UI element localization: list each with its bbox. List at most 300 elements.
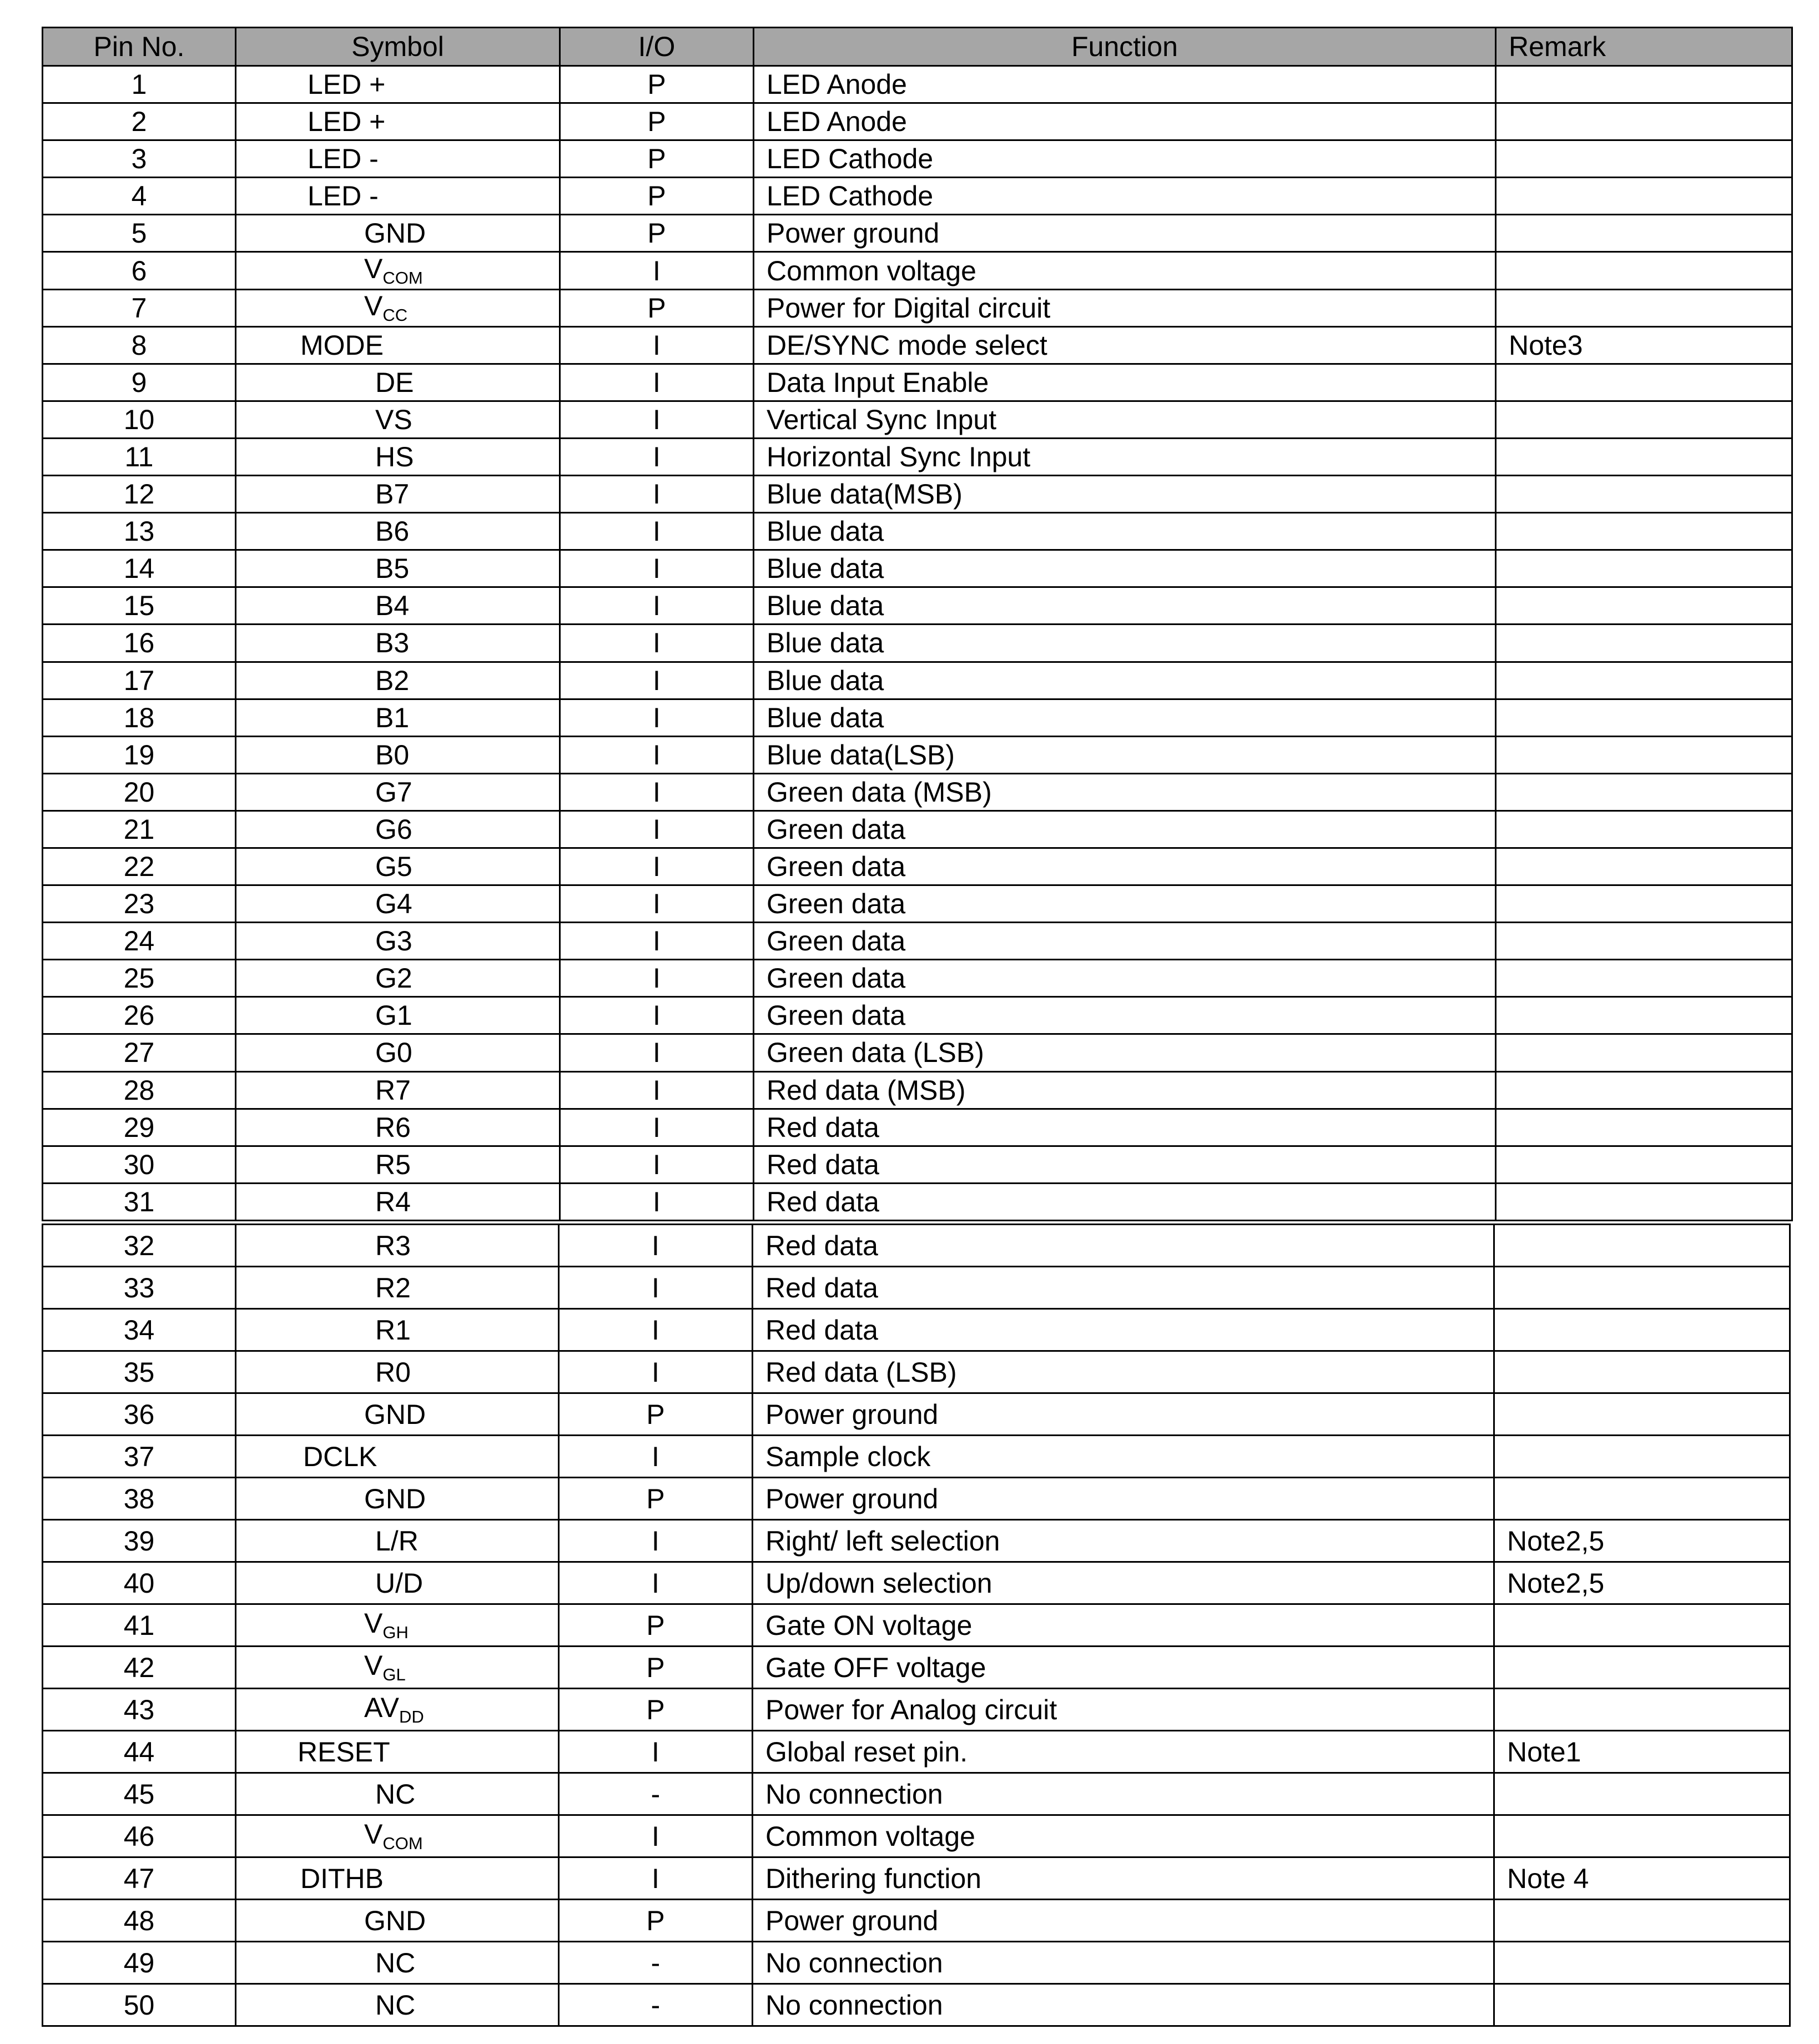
- io-cell: -: [559, 1942, 753, 1984]
- pin-cell: 32: [43, 1225, 236, 1267]
- remark-cell: [1494, 1225, 1790, 1267]
- symbol-subscript: DD: [399, 1706, 424, 1726]
- pin-cell: 42: [43, 1647, 236, 1689]
- pin-cell: 22: [43, 848, 236, 885]
- symbol-cell: [236, 476, 560, 513]
- pin-cell: 35: [43, 1351, 236, 1393]
- remark-cell: [1496, 662, 1792, 699]
- pin-cell: 36: [43, 1393, 236, 1436]
- io-cell: I: [560, 438, 754, 475]
- symbol-text: B2: [375, 664, 410, 696]
- remark-cell: Note2,5: [1494, 1520, 1790, 1562]
- io-cell: I: [559, 1520, 753, 1562]
- remark-cell: [1494, 1309, 1790, 1351]
- symbol-text: L/R: [375, 1525, 419, 1557]
- symbol-text: V: [364, 1650, 383, 1681]
- symbol-cell: [236, 1436, 559, 1478]
- table-row: [43, 1183, 1792, 1220]
- pin-cell: 47: [43, 1857, 236, 1900]
- symbol-text: R2: [375, 1272, 411, 1303]
- symbol-cell: [236, 960, 560, 997]
- symbol-text: B6: [375, 516, 410, 547]
- symbol-text: LED +: [308, 106, 386, 138]
- function-cell: Global reset pin.: [753, 1731, 1494, 1773]
- function-cell: Red data: [754, 1146, 1496, 1183]
- symbol-cell: [236, 1393, 559, 1436]
- table-row: [43, 997, 1792, 1034]
- io-cell: P: [559, 1393, 753, 1436]
- symbol-cell: [236, 401, 560, 438]
- remark-cell: [1494, 1942, 1790, 1984]
- symbol-cell: [236, 810, 560, 848]
- table-row: [43, 960, 1792, 997]
- table-row: [43, 1773, 1790, 1815]
- function-cell: No connection: [753, 1773, 1494, 1815]
- io-cell: P: [559, 1604, 753, 1647]
- remark-cell: [1494, 1436, 1790, 1478]
- function-cell: Power ground: [753, 1900, 1494, 1942]
- symbol-text: B0: [375, 739, 410, 771]
- symbol-text: G4: [375, 888, 412, 920]
- pin-cell: 16: [43, 625, 236, 662]
- io-cell: I: [560, 885, 754, 923]
- symbol-text: LED +: [308, 69, 386, 100]
- function-cell: LED Anode: [754, 103, 1496, 140]
- symbol-subscript: GH: [382, 1622, 409, 1642]
- function-cell: Red data (MSB): [754, 1071, 1496, 1109]
- io-cell: I: [560, 1071, 754, 1109]
- io-cell: I: [560, 699, 754, 736]
- io-cell: I: [560, 513, 754, 550]
- header-function: Function: [754, 28, 1496, 66]
- symbol-text: NC: [375, 1947, 416, 1978]
- symbol-cell: [236, 625, 560, 662]
- function-cell: No connection: [753, 1984, 1494, 2026]
- remark-cell: [1494, 1689, 1790, 1731]
- pin-cell: 49: [43, 1942, 236, 1984]
- symbol-text: GND: [364, 218, 426, 249]
- symbol-cell: [236, 1520, 559, 1562]
- io-cell: P: [559, 1647, 753, 1689]
- function-cell: LED Cathode: [754, 140, 1496, 178]
- symbol-cell: [236, 103, 560, 140]
- pin-cell: 13: [43, 513, 236, 550]
- symbol-text: G0: [375, 1037, 412, 1069]
- io-cell: I: [560, 1183, 754, 1220]
- table-row: [43, 1604, 1790, 1647]
- symbol-text: G2: [375, 963, 412, 994]
- pin-table-part-1: [42, 27, 1793, 1221]
- symbol-cell: [236, 1984, 559, 2026]
- header-row: [43, 28, 1792, 66]
- function-cell: Power ground: [754, 215, 1496, 252]
- pin-cell: 37: [43, 1436, 236, 1478]
- io-cell: I: [560, 848, 754, 885]
- function-cell: Blue data: [754, 699, 1496, 736]
- symbol-cell: [236, 1071, 560, 1109]
- remark-cell: [1494, 1647, 1790, 1689]
- pin-cell: 3: [43, 140, 236, 178]
- io-cell: I: [559, 1436, 753, 1478]
- io-cell: P: [559, 1689, 753, 1731]
- io-cell: I: [560, 810, 754, 848]
- table-row: [43, 1225, 1790, 1267]
- symbol-cell: [236, 997, 560, 1034]
- symbol-cell: [236, 699, 560, 736]
- table-row: [43, 1034, 1792, 1071]
- symbol-text: V: [364, 290, 383, 322]
- remark-cell: [1496, 289, 1792, 326]
- symbol-text: R0: [375, 1356, 411, 1388]
- symbol-text: G5: [375, 851, 412, 883]
- remark-cell: [1496, 960, 1792, 997]
- function-cell: Red data: [753, 1309, 1494, 1351]
- symbol-cell: [236, 252, 560, 289]
- symbol-text: R3: [375, 1230, 411, 1261]
- pin-cell: 5: [43, 215, 236, 252]
- symbol-text: R7: [375, 1074, 411, 1106]
- symbol-text: R1: [375, 1314, 411, 1346]
- pin-cell: 46: [43, 1815, 236, 1857]
- symbol-text: GND: [364, 1398, 426, 1430]
- io-cell: P: [560, 66, 754, 103]
- symbol-text: NC: [375, 1778, 416, 1810]
- pin-cell: 8: [43, 326, 236, 364]
- table-row: [43, 662, 1792, 699]
- pin-cell: 25: [43, 960, 236, 997]
- function-cell: LED Anode: [754, 66, 1496, 103]
- table-row: [43, 848, 1792, 885]
- table-row: [43, 736, 1792, 773]
- pin-cell: 43: [43, 1689, 236, 1731]
- symbol-cell: [236, 1731, 559, 1773]
- io-cell: I: [560, 960, 754, 997]
- symbol-text: GND: [364, 1905, 426, 1936]
- pin-cell: 19: [43, 736, 236, 773]
- remark-cell: [1496, 140, 1792, 178]
- table-row: [43, 699, 1792, 736]
- pin-cell: 12: [43, 476, 236, 513]
- pin-cell: 26: [43, 997, 236, 1034]
- symbol-text: GND: [364, 1483, 426, 1514]
- symbol-cell: [236, 1604, 559, 1647]
- symbol-text: RESET: [298, 1736, 390, 1768]
- table-row: [43, 1267, 1790, 1309]
- symbol-cell: [236, 326, 560, 364]
- remark-cell: [1494, 1900, 1790, 1942]
- pin-cell: 30: [43, 1146, 236, 1183]
- function-cell: Green data: [754, 960, 1496, 997]
- symbol-cell: [236, 1309, 559, 1351]
- function-cell: Blue data: [754, 587, 1496, 625]
- symbol-cell: [236, 289, 560, 326]
- remark-cell: [1494, 1604, 1790, 1647]
- table-row: [43, 1520, 1790, 1562]
- table-row: [43, 1436, 1790, 1478]
- remark-cell: [1496, 215, 1792, 252]
- function-cell: DE/SYNC mode select: [754, 326, 1496, 364]
- remark-cell: [1494, 1773, 1790, 1815]
- pin-cell: 11: [43, 438, 236, 475]
- table-row: [43, 513, 1792, 550]
- symbol-text: AV: [364, 1692, 399, 1724]
- symbol-text: MODE: [300, 329, 384, 361]
- io-cell: I: [560, 625, 754, 662]
- table-row: [43, 178, 1792, 215]
- io-cell: P: [560, 215, 754, 252]
- symbol-cell: [236, 66, 560, 103]
- table-row: [43, 1815, 1790, 1857]
- io-cell: I: [560, 997, 754, 1034]
- table-row: [43, 140, 1792, 178]
- table-row: [43, 1942, 1790, 1984]
- remark-cell: [1496, 103, 1792, 140]
- pin-cell: 23: [43, 885, 236, 923]
- pin-cell: 9: [43, 364, 236, 401]
- remark-cell: [1496, 476, 1792, 513]
- function-cell: Gate ON voltage: [753, 1604, 1494, 1647]
- pin-cell: 6: [43, 252, 236, 289]
- function-cell: Power for Analog circuit: [753, 1689, 1494, 1731]
- io-cell: P: [560, 140, 754, 178]
- io-cell: I: [560, 587, 754, 625]
- function-cell: Power ground: [753, 1478, 1494, 1520]
- function-cell: Up/down selection: [753, 1562, 1494, 1604]
- table-body-2: [43, 1225, 1790, 2026]
- pin-cell: 48: [43, 1900, 236, 1942]
- io-cell: I: [560, 476, 754, 513]
- remark-cell: [1494, 1815, 1790, 1857]
- remark-cell: Note2,5: [1494, 1562, 1790, 1604]
- symbol-text: G1: [375, 1000, 412, 1031]
- table-row: [43, 103, 1792, 140]
- symbol-text: B4: [375, 590, 410, 622]
- io-cell: I: [560, 401, 754, 438]
- io-cell: I: [560, 1146, 754, 1183]
- function-cell: Red data: [754, 1109, 1496, 1146]
- symbol-text: R6: [375, 1111, 411, 1143]
- symbol-cell: [236, 1034, 560, 1071]
- pin-cell: 31: [43, 1183, 236, 1220]
- symbol-text: B1: [375, 702, 410, 733]
- function-cell: Red data (LSB): [753, 1351, 1494, 1393]
- table-row: [43, 550, 1792, 587]
- pin-cell: 4: [43, 178, 236, 215]
- symbol-cell: [236, 1773, 559, 1815]
- function-cell: Blue data: [754, 662, 1496, 699]
- io-cell: -: [559, 1984, 753, 2026]
- table-body-1: [43, 66, 1792, 1221]
- table-row: [43, 401, 1792, 438]
- remark-cell: [1496, 736, 1792, 773]
- remark-cell: [1496, 401, 1792, 438]
- pin-cell: 27: [43, 1034, 236, 1071]
- io-cell: I: [559, 1815, 753, 1857]
- remark-cell: [1496, 550, 1792, 587]
- io-cell: P: [560, 289, 754, 326]
- function-cell: Common voltage: [754, 252, 1496, 289]
- header-io: I/O: [560, 28, 754, 66]
- table-row: [43, 66, 1792, 103]
- remark-cell: [1496, 997, 1792, 1034]
- pin-cell: 28: [43, 1071, 236, 1109]
- symbol-subscript: CC: [382, 305, 408, 325]
- symbol-text: B5: [375, 553, 410, 585]
- remark-cell: [1496, 923, 1792, 960]
- remark-cell: [1496, 885, 1792, 923]
- io-cell: I: [559, 1225, 753, 1267]
- function-cell: Red data: [753, 1225, 1494, 1267]
- remark-cell: [1494, 1267, 1790, 1309]
- table-row: [43, 885, 1792, 923]
- table-row: [43, 1731, 1790, 1773]
- function-cell: Green data (LSB): [754, 1034, 1496, 1071]
- symbol-cell: [236, 848, 560, 885]
- pin-cell: 29: [43, 1109, 236, 1146]
- symbol-cell: [236, 1942, 559, 1984]
- pin-cell: 10: [43, 401, 236, 438]
- io-cell: I: [560, 736, 754, 773]
- io-cell: P: [559, 1478, 753, 1520]
- io-cell: I: [560, 550, 754, 587]
- symbol-cell: [236, 885, 560, 923]
- remark-cell: [1496, 513, 1792, 550]
- io-cell: I: [559, 1351, 753, 1393]
- function-cell: Red data: [754, 1183, 1496, 1220]
- io-cell: P: [559, 1900, 753, 1942]
- pin-cell: 33: [43, 1267, 236, 1309]
- remark-cell: [1496, 1109, 1792, 1146]
- symbol-cell: [236, 1647, 559, 1689]
- symbol-subscript: COM: [382, 268, 423, 288]
- pin-cell: 18: [43, 699, 236, 736]
- pin-cell: 7: [43, 289, 236, 326]
- symbol-cell: [236, 773, 560, 810]
- function-cell: Green data (MSB): [754, 773, 1496, 810]
- table-row: [43, 289, 1792, 326]
- symbol-cell: [236, 736, 560, 773]
- remark-cell: [1496, 178, 1792, 215]
- remark-cell: [1496, 699, 1792, 736]
- io-cell: I: [560, 252, 754, 289]
- symbol-cell: [236, 1900, 559, 1942]
- table-row: [43, 587, 1792, 625]
- function-cell: Blue data(MSB): [754, 476, 1496, 513]
- pin-cell: 15: [43, 587, 236, 625]
- pin-cell: 34: [43, 1309, 236, 1351]
- remark-cell: [1496, 773, 1792, 810]
- symbol-text: V: [364, 253, 383, 285]
- remark-cell: [1496, 1146, 1792, 1183]
- symbol-cell: [236, 215, 560, 252]
- symbol-text: NC: [375, 1989, 416, 2021]
- table-row: [43, 1071, 1792, 1109]
- table-row: [43, 476, 1792, 513]
- symbol-text: VS: [375, 404, 412, 435]
- symbol-cell: [236, 140, 560, 178]
- function-cell: Right/ left selection: [753, 1520, 1494, 1562]
- remark-cell: [1496, 587, 1792, 625]
- header-pin: Pin No.: [43, 28, 236, 66]
- table-row: [43, 625, 1792, 662]
- function-cell: Sample clock: [753, 1436, 1494, 1478]
- pin-cell: 45: [43, 1773, 236, 1815]
- table-row: [43, 1857, 1790, 1900]
- io-cell: I: [559, 1562, 753, 1604]
- pin-cell: 44: [43, 1731, 236, 1773]
- function-cell: Blue data: [754, 550, 1496, 587]
- symbol-text: LED -: [308, 143, 379, 175]
- table-row: [43, 1309, 1790, 1351]
- remark-cell: [1496, 1034, 1792, 1071]
- function-cell: Red data: [753, 1267, 1494, 1309]
- symbol-cell: [236, 1689, 559, 1731]
- table-row: [43, 810, 1792, 848]
- symbol-text: DITHB: [300, 1862, 384, 1894]
- symbol-text: R4: [375, 1186, 411, 1217]
- io-cell: I: [559, 1857, 753, 1900]
- function-cell: Green data: [754, 810, 1496, 848]
- symbol-cell: [236, 1815, 559, 1857]
- remark-cell: [1496, 848, 1792, 885]
- table-row: [43, 1562, 1790, 1604]
- symbol-cell: [236, 1109, 560, 1146]
- symbol-text: B7: [375, 479, 410, 510]
- io-cell: I: [559, 1731, 753, 1773]
- header-remark: Remark: [1496, 28, 1792, 66]
- pin-cell: 20: [43, 773, 236, 810]
- pin-table-part-2: [42, 1224, 1791, 2027]
- pin-cell: 21: [43, 810, 236, 848]
- io-cell: I: [560, 773, 754, 810]
- pin-cell: 14: [43, 550, 236, 587]
- symbol-text: B3: [375, 627, 410, 659]
- symbol-cell: [236, 1857, 559, 1900]
- function-cell: Power for Digital circuit: [754, 289, 1496, 326]
- function-cell: Blue data(LSB): [754, 736, 1496, 773]
- function-cell: Horizontal Sync Input: [754, 438, 1496, 475]
- remark-cell: [1496, 252, 1792, 289]
- function-cell: Blue data: [754, 625, 1496, 662]
- symbol-text: G7: [375, 776, 412, 808]
- table-row: [43, 1984, 1790, 2026]
- table-row: [43, 1351, 1790, 1393]
- symbol-text: LED -: [308, 180, 379, 212]
- function-cell: Green data: [754, 923, 1496, 960]
- symbol-text: G6: [375, 813, 412, 845]
- function-cell: Data Input Enable: [754, 364, 1496, 401]
- remark-cell: [1496, 625, 1792, 662]
- function-cell: Green data: [754, 997, 1496, 1034]
- function-cell: Power ground: [753, 1393, 1494, 1436]
- io-cell: -: [559, 1773, 753, 1815]
- symbol-text: V: [364, 1819, 383, 1850]
- symbol-cell: [236, 1478, 559, 1520]
- table-row: [43, 215, 1792, 252]
- remark-cell: Note 4: [1494, 1857, 1790, 1900]
- header-symbol: Symbol: [236, 28, 560, 66]
- remark-cell: [1494, 1393, 1790, 1436]
- table-row: [43, 252, 1792, 289]
- remark-cell: [1496, 1183, 1792, 1220]
- remark-cell: [1496, 810, 1792, 848]
- symbol-cell: [236, 662, 560, 699]
- pin-cell: 50: [43, 1984, 236, 2026]
- table-row: [43, 1647, 1790, 1689]
- pin-cell: 40: [43, 1562, 236, 1604]
- remark-cell: [1496, 66, 1792, 103]
- table-row: [43, 364, 1792, 401]
